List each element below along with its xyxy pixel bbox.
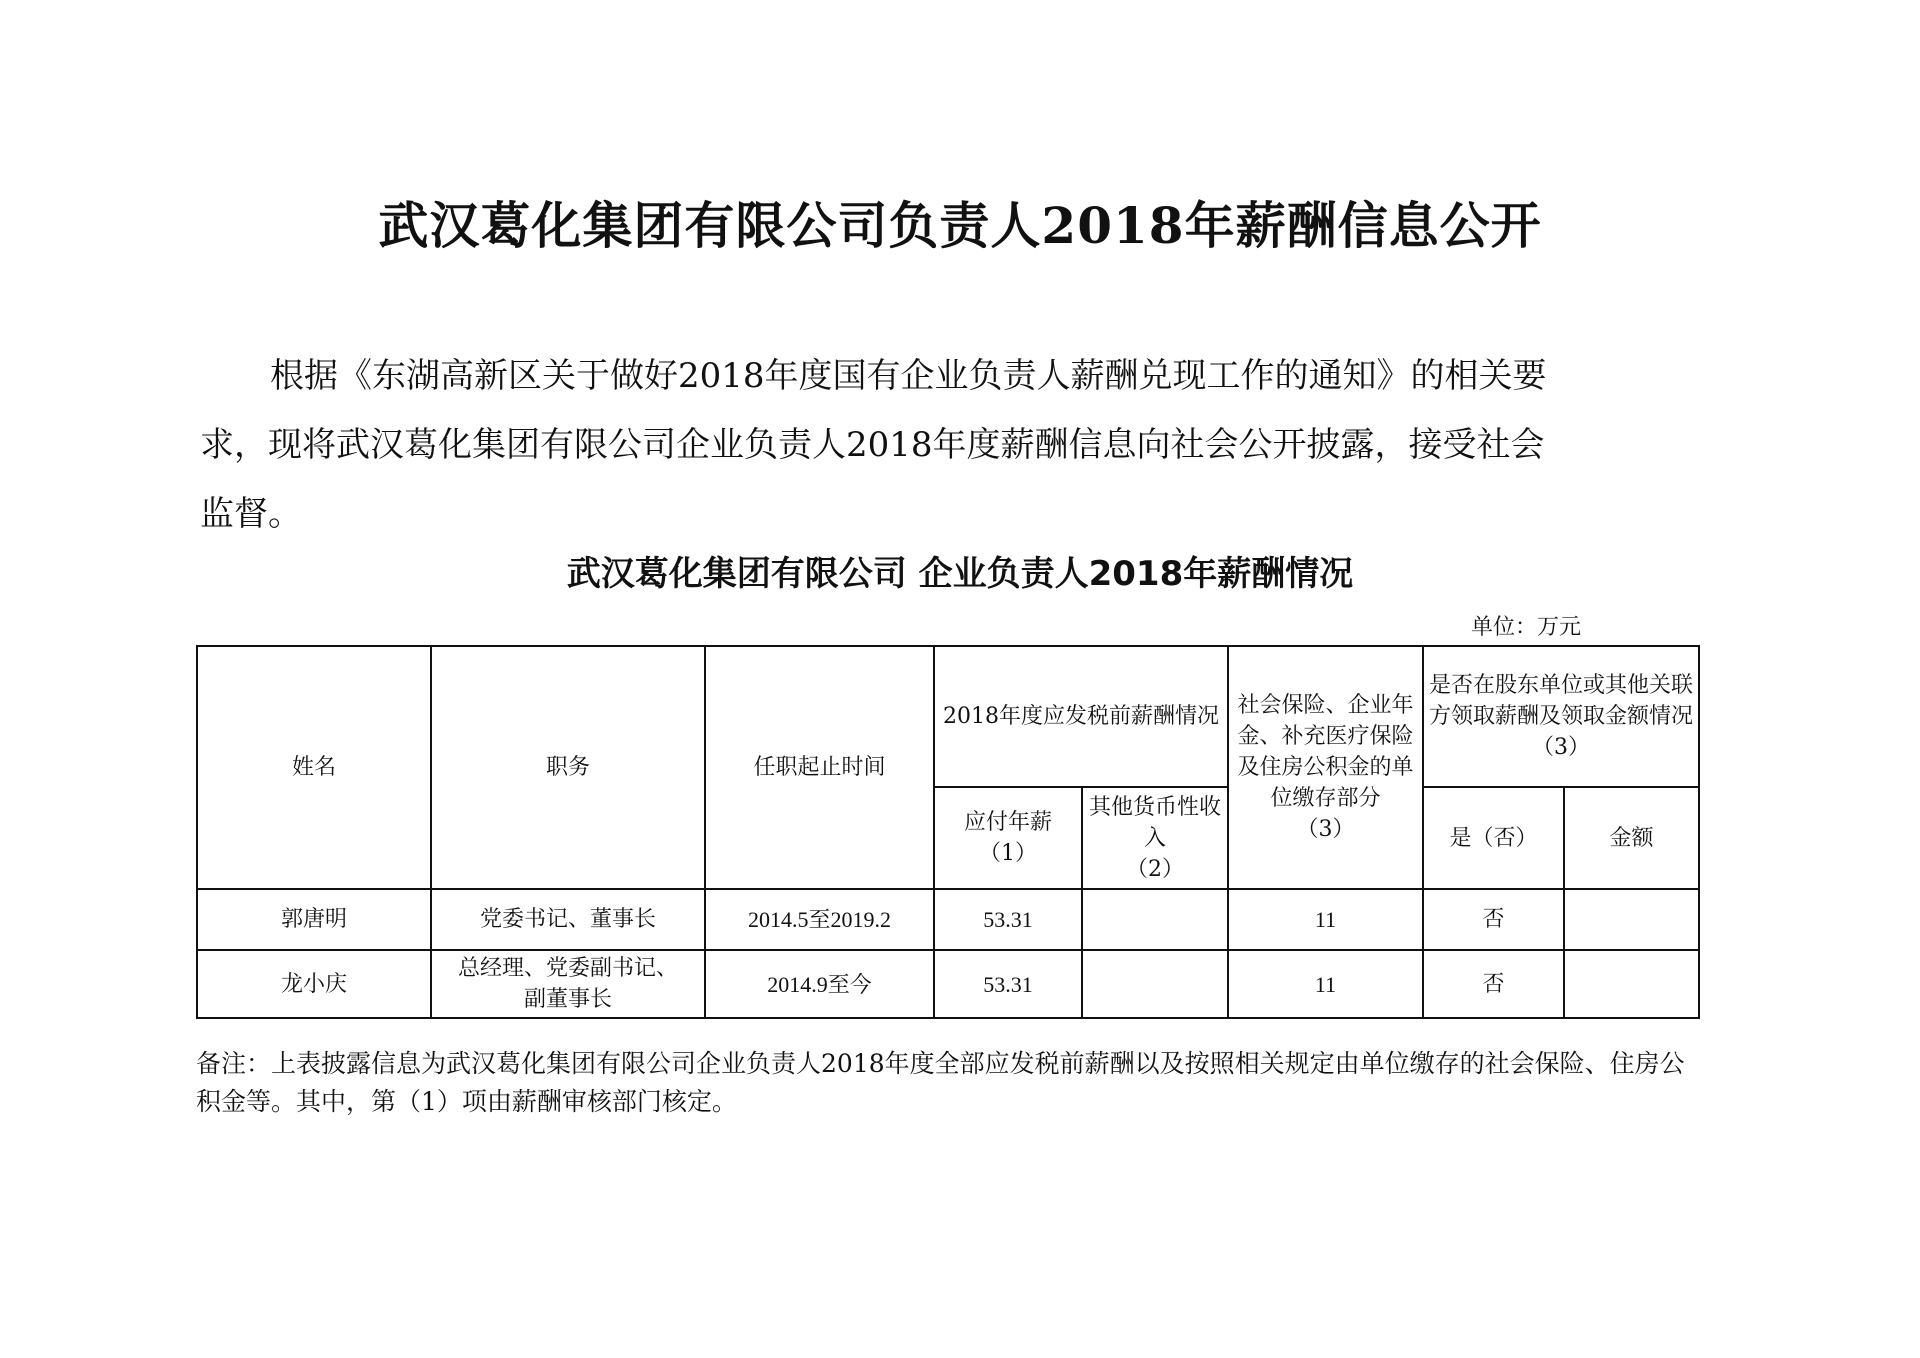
header-pretax-group: 2018年度应发税前薪酬情况 [934, 646, 1228, 787]
cell-yes-no: 否 [1423, 950, 1564, 1018]
cell-position: 党委书记、董事长 [431, 889, 705, 950]
document-title: 武汉葛化集团有限公司负责人2018年薪酬信息公开 [378, 196, 1542, 255]
cell-name: 郭唐明 [197, 889, 431, 950]
intro-line-2: 求，现将武汉葛化集团有限公司企业负责人2018年度薪酬信息向社会公开披露，接受社会 [200, 425, 1545, 465]
header-amount: 金额 [1564, 787, 1699, 889]
header-annual-salary: 应付年薪 （1） [934, 787, 1082, 889]
cell-yes-no: 否 [1423, 889, 1564, 950]
header-tenure: 任职起止时间 [705, 646, 934, 889]
footnote: 备注：上表披露信息为武汉葛化集团有限公司企业负责人2018年度全部应发税前薪酬以及按照相关规定由单位缴存的社会保险、住房公积金等。其中，第（1）项由薪酬审核部门核定。 [196, 1049, 1685, 1116]
cell-amount [1564, 950, 1699, 1018]
cell-tenure: 2014.9至今 [705, 950, 934, 1018]
header-related-party-group: 是否在股东单位或其他关联方领取薪酬及领取金额情况 （3） [1423, 646, 1699, 787]
unit-label: 单位：万元 [1471, 615, 1582, 640]
cell-social-insurance: 11 [1228, 950, 1423, 1018]
intro-line-3: 监督。 [200, 494, 302, 534]
header-social-insurance: 社会保险、企业年金、补充医疗保险及住房公积金的单位缴存部分 （3） [1228, 646, 1423, 889]
table-title: 武汉葛化集团有限公司 企业负责人2018年薪酬情况 [566, 554, 1354, 594]
cell-annual-salary: 53.31 [934, 950, 1082, 1018]
cell-social-insurance: 11 [1228, 889, 1423, 950]
intro-paragraph [200, 342, 1680, 549]
table-row [197, 889, 1699, 950]
header-yes-no: 是（否） [1423, 787, 1564, 889]
salary-table [196, 645, 1700, 1019]
cell-tenure: 2014.5至2019.2 [705, 889, 934, 950]
cell-position: 总经理、党委副书记、 副董事长 [431, 950, 705, 1018]
header-other-income: 其他货币性收入 （2） [1082, 787, 1228, 889]
cell-other-income [1082, 889, 1228, 950]
intro-line-1: 根据《东湖高新区关于做好2018年度国有企业负责人薪酬兑现工作的通知》的相关要 [270, 356, 1547, 396]
cell-annual-salary: 53.31 [934, 889, 1082, 950]
header-name: 姓名 [197, 646, 431, 889]
cell-name: 龙小庆 [197, 950, 431, 1018]
header-position: 职务 [431, 646, 705, 889]
cell-amount [1564, 889, 1699, 950]
table-row [197, 950, 1699, 1018]
cell-other-income [1082, 950, 1228, 1018]
